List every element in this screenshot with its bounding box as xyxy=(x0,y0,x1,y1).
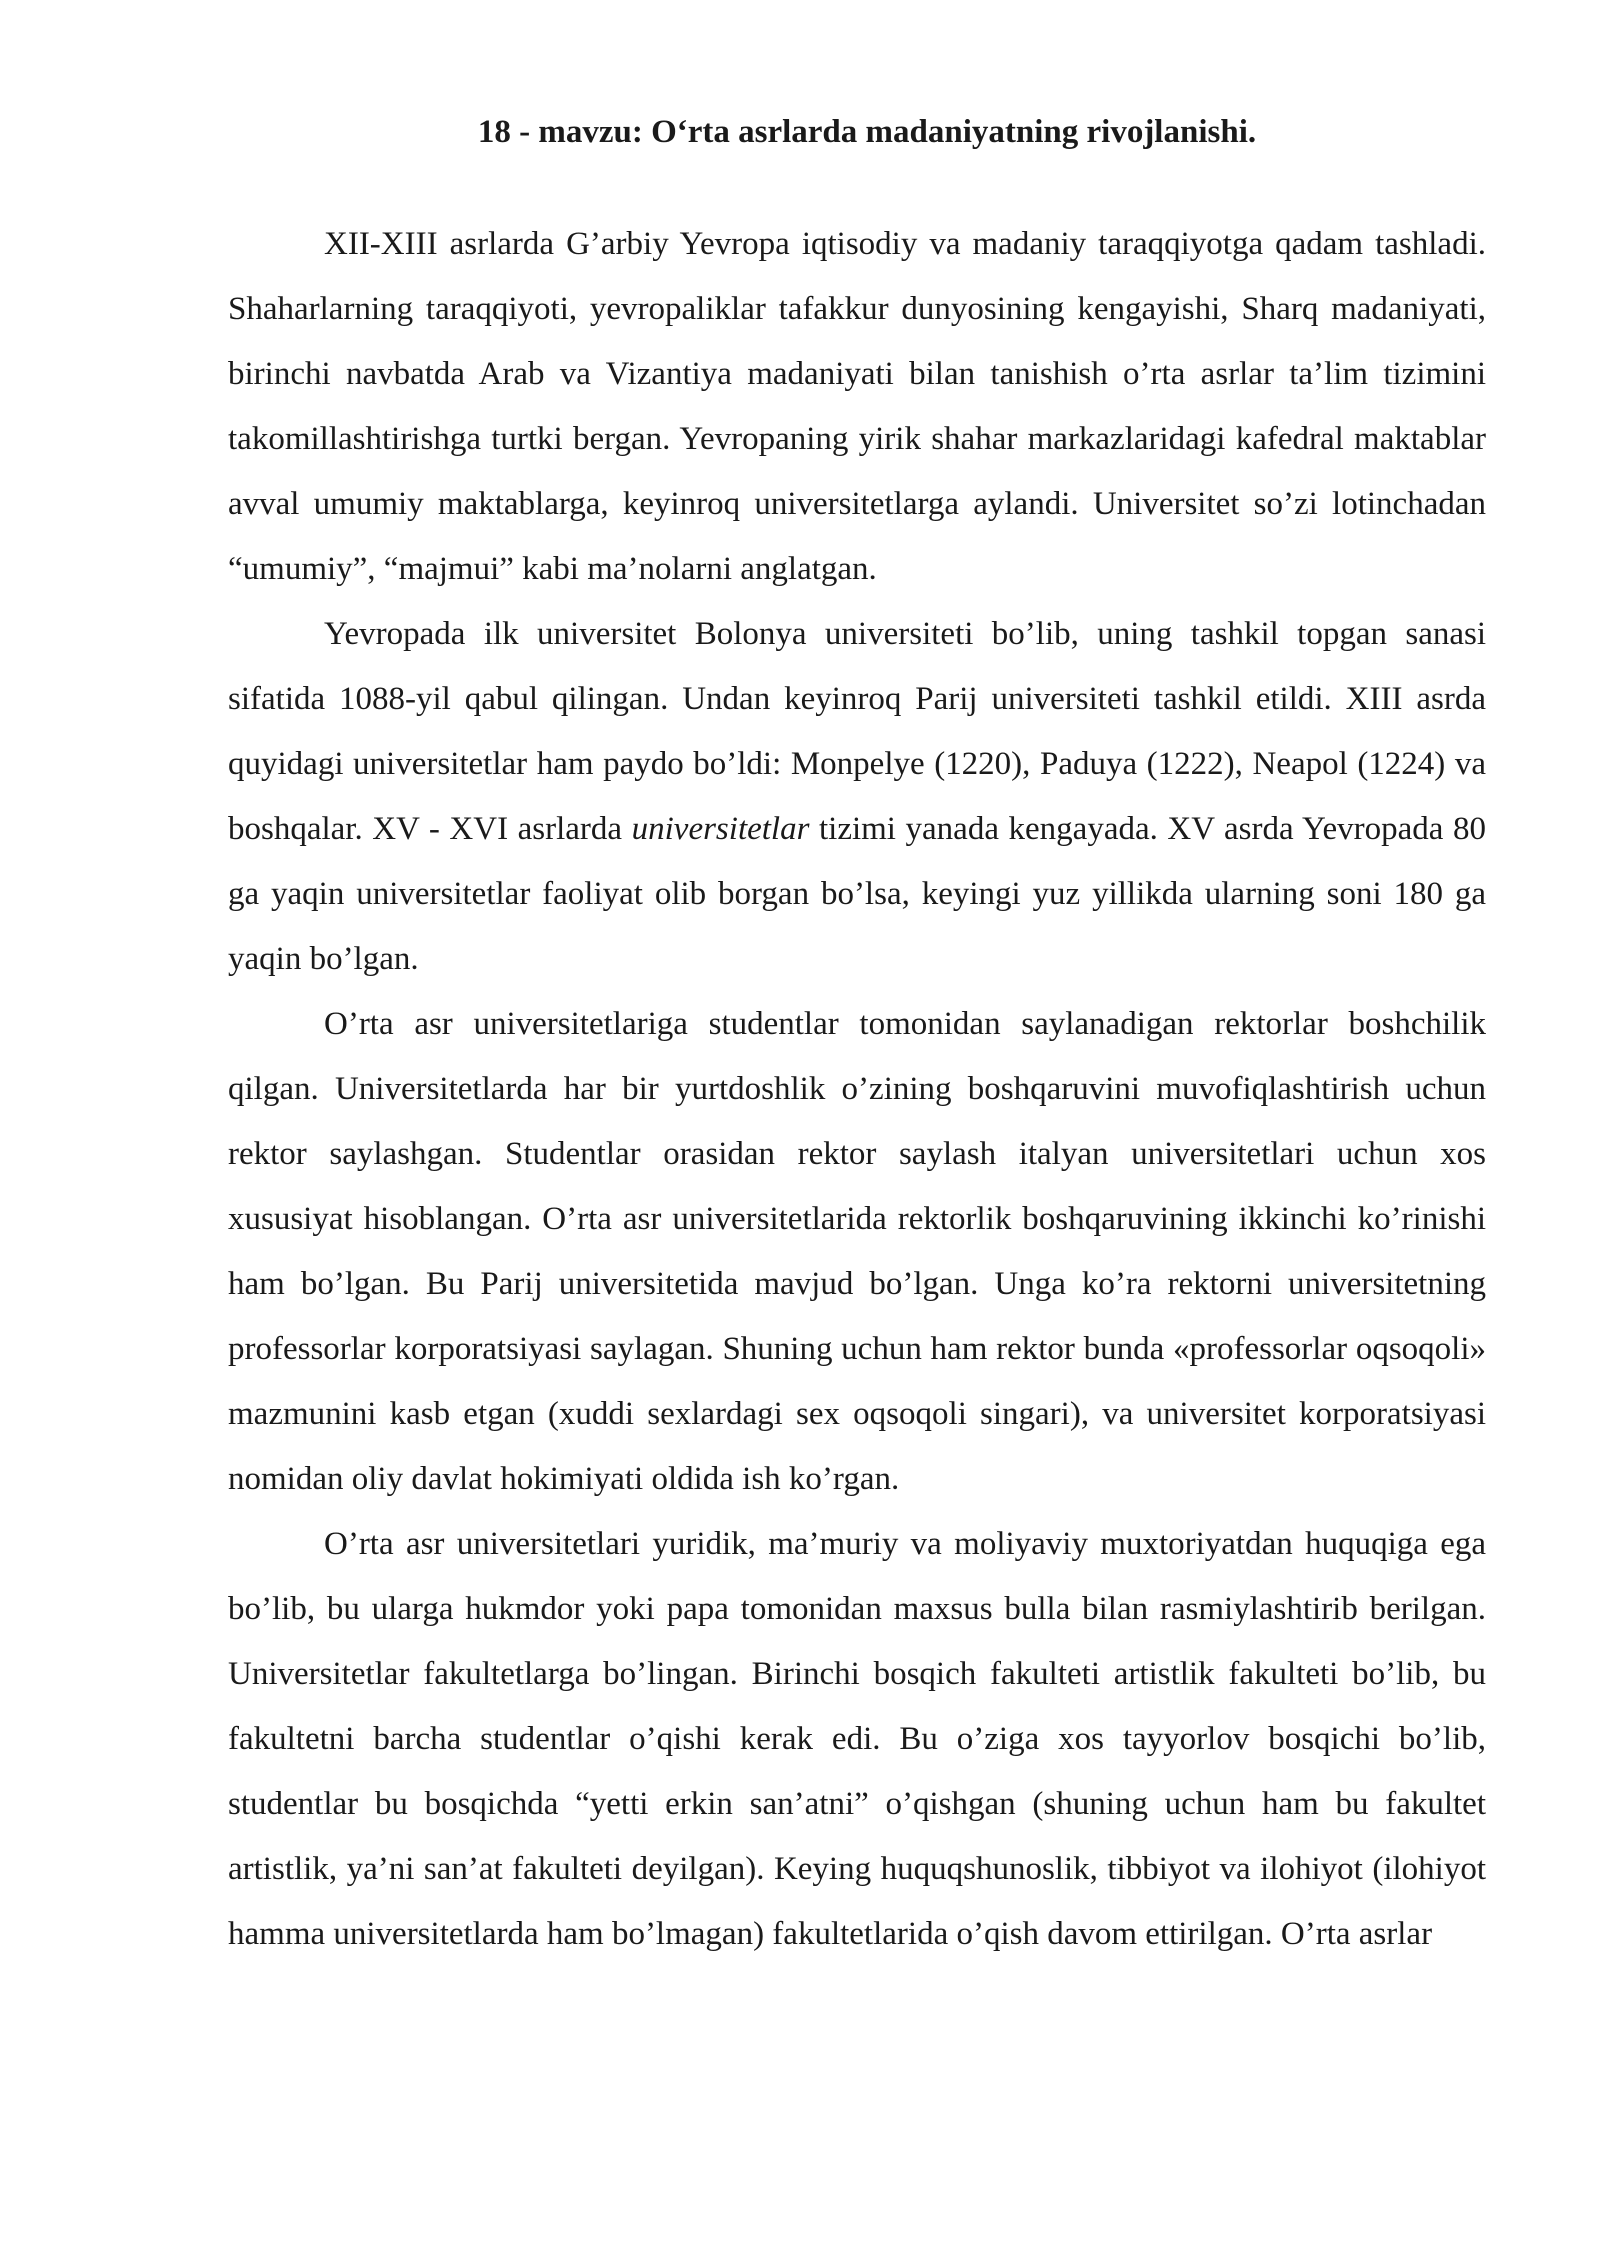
paragraph-4: O’rta asr universitetlari yuridik, ma’muriy va moliyaviy muxtoriyatdan huquqiga ega bo’lib, bu ularga hukmdor yoki papa tomonidan maxsus bulla bilan rasmiylashtirib berilgan. Universitetlar fakultetlarga bo’lingan. Birinchi bosqich fakulteti artistlik fakulteti bo’lib, bu fakultetni barcha studentlar o’qishi kerak edi. Bu o’ziga xos tayyorlov bosqichi bo’lib, studentlar bu bosqichda “yetti erkin san’atni” o’qishgan (shuning uchun ham bu fakultet artistlik, ya’ni san’at fakulteti deyilgan). Keying huquqshunoslik, tibbiyot va ilohiyot (ilohiyot hamma universitetlarda ham bo’lmagan) fakultetlarida o’qish davom ettirilgan. O’rta asrlar xyxy=(228,1526,1486,1952)
paragraph-2-italic-term: universitetlar xyxy=(631,811,810,847)
document-page xyxy=(228,112,1486,1967)
document-title: 18 - mavzu: O‘rta asrlarda madaniyatning rivojlanishi. xyxy=(477,114,1257,150)
paragraph-3: O’rta asr universitetlariga studentlar tomonidan saylanadigan rektorlar boshchilik qilgan. Universitetlarda har bir yurtdoshlik o’zining boshqaruvini muvofiqlashtirish uchun rektor saylashgan. Studentlar orasidan rektor saylash italyan universitetlari uchun xos xususiyat hisoblangan. O’rta asr universitetlarida rektorlik boshqaruvining ikkinchi ko’rinishi ham bo’lgan. Bu Parij universitetida mavjud bo’lgan. Unga ko’ra rektorni universitetning professorlar korporatsiyasi saylagan. Shuning uchun ham rektor bunda «professorlar oqsoqoli» mazmunini kasb etgan (xuddi sexlardagi sex oqsoqoli singari), va universitet korporatsiyasi nomidan oliy davlat hokimiyati oldida ish ko’rgan. xyxy=(228,1006,1486,1497)
paragraph-2-text-end: tizimi yanada kengayada. XV asrda Yevropada 80 ga yaqin universitetlar faoliyat olib borgan bo’lsa, keyingi yuz yillikda ularning soni 180 ga yaqin bo’lgan. xyxy=(228,811,1486,977)
paragraph-2-text-start: Yevropada ilk universitet Bolonya universiteti bo’lib, uning tashkil topgan sanasi sifatida 1088-yil qabul qilingan. Undan keyinroq Parij universiteti tashkil etildi. XIII asrda quyidagi universitetlar ham paydo bo’ldi: Monpelye (1220), Paduya (1222), Neapol (1224) va boshqalar. XV - XVI asrlarda xyxy=(228,616,1486,847)
paragraph-1: XII-XIII asrlarda G’arbiy Yevropa iqtisodiy va madaniy taraqqiyotga qadam tashladi. Shaharlarning taraqqiyoti, yevropaliklar tafakkur dunyosining kengayishi, Sharq madaniyati, birinchi navbatda Arab va Vizantiya madaniyati bilan tanishish o’rta asrlar ta’lim tizimini takomillashtirishga turtki bergan. Yevropaning yirik shahar markazlaridagi kafedral maktablar avval umumiy maktablarga, keyinroq universitetlarga aylandi. Universitet so’zi lotinchadan “umumiy”, “majmui” kabi ma’nolarni anglatgan. xyxy=(228,226,1486,587)
paragraph-2 xyxy=(228,602,1486,992)
